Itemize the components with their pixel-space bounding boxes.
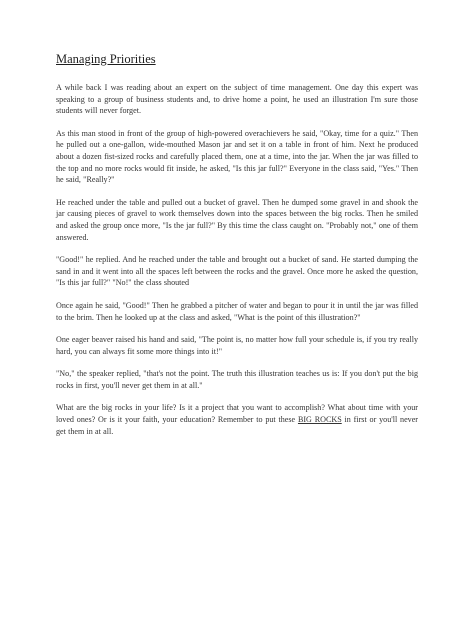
big-rocks-emphasis: BIG ROCKS bbox=[297, 415, 342, 425]
paragraph-eager-beaver: One eager beaver raised his hand and said, "The point is, no matter how full your schedule is, if you try really hard, you can always fit some more things into it!" bbox=[56, 335, 418, 356]
paragraph-sand: "Good!" he replied. And he reached under the table and brought out a bucket of sand. He started dumping the sand in and it went into all the spaces left between the rocks and the gravel. Once more he asked the question, "Is this jar full?" "No!" the class shouted bbox=[56, 255, 418, 288]
paragraph-rocks: As this man stood in front of the group of high-powered overachievers he said, "Okay, time for a quiz." Then he pulled out a one-gallon, wide-mouthed Mason jar and set it on a table in front of him. Next he produced about a dozen fist-sized rocks and carefully placed them, one at a time, into the jar. When the jar was filled to the top and no more rocks would fit inside, he asked, "Is this jar full?" Everyone in the class said, "Yes." Then he said, "Really?" bbox=[56, 128, 418, 185]
conclusion-text-before: What are the big rocks in your life? Is it a project that you want to accomplish? What about time with your loved ones? Or is it your faith, your education? Remember to put these bbox=[56, 403, 418, 425]
paragraph-water: Once again he said, "Good!" Then he grabbed a pitcher of water and began to pour it in until the jar was filled to the brim. Then he looked up at the class and asked, "What is the point of this illustration?" bbox=[56, 300, 418, 322]
document-page bbox=[56, 52, 418, 448]
document-title: Managing Priorities bbox=[56, 52, 156, 66]
paragraph-speaker-reply: "No," the speaker replied, "that's not the point. The truth this illustration teaches us is: If you don't put the big rocks in first, you'll never get them in at all." bbox=[56, 369, 418, 390]
paragraph-conclusion bbox=[56, 402, 418, 437]
paragraph-gravel: He reached under the table and pulled out a bucket of gravel. Then he dumped some gravel in and shook the jar causing pieces of gravel to work themselves down into the spaces between the big rocks. Then he smiled and asked the group once more, "Is the jar full?" By this time the class caught on. "Probably not," one of them answered. bbox=[56, 197, 418, 242]
paragraph-intro: A while back I was reading about an expert on the subject of time management. One day this expert was speaking to a group of business students and, to drive home a point, he used an illustration I'm sure those students will never forget. bbox=[56, 83, 418, 116]
conclusion-text-after: in first or you'll never get them in at all. bbox=[56, 415, 418, 436]
